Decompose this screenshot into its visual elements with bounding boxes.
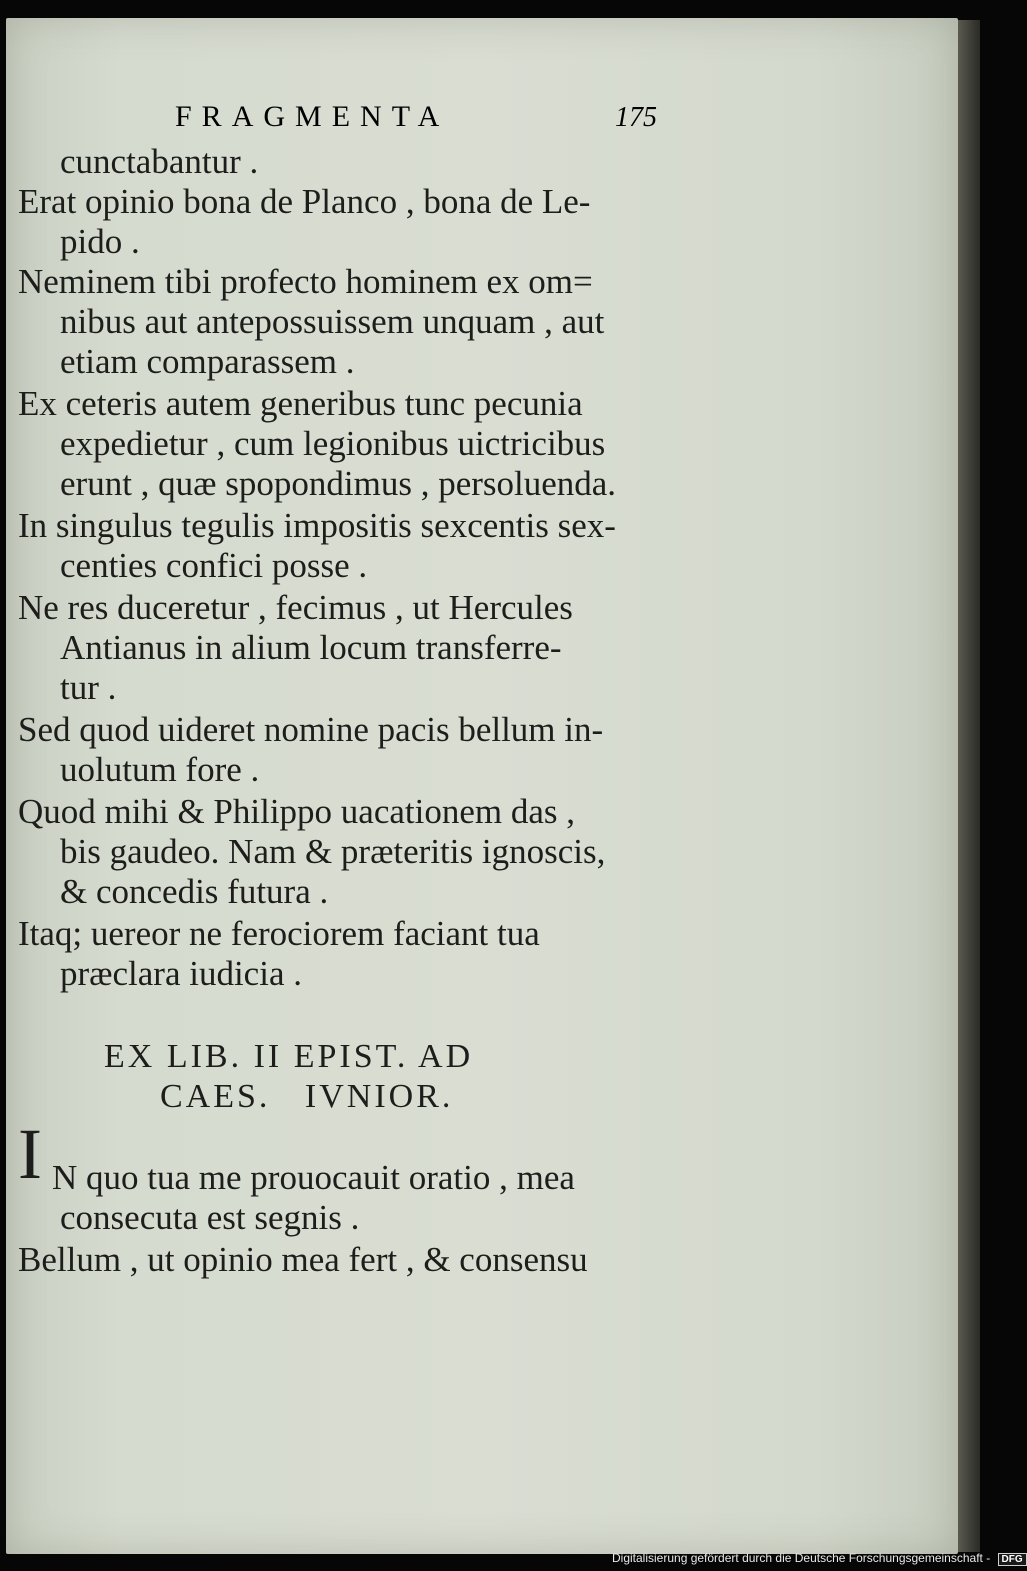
text-line: In singulus tegulis impositis sexcentis sex- xyxy=(18,506,616,545)
text-line: Itaq; uereor ne ferociorem faciant tua xyxy=(18,914,540,953)
section-heading-line-1: EX LIB. II EPIST. AD xyxy=(104,1038,474,1075)
text-line: Ex ceteris autem generibus tunc pecunia xyxy=(18,384,583,423)
section-heading-line-2: CAES. IVNIOR. xyxy=(160,1078,454,1115)
text-line: nibus aut antepossuissem unquam , aut xyxy=(60,302,605,341)
text-line: Ne res duceretur , fecimus , ut Hercules xyxy=(18,588,573,627)
text-line: & concedis futura . xyxy=(60,872,329,911)
text-line: pido . xyxy=(60,222,140,261)
text-line: Quod mihi & Philippo uacationem das , xyxy=(18,792,576,831)
text-line: erunt , quæ spopondimus , persoluenda. xyxy=(60,464,617,503)
running-header xyxy=(175,100,675,136)
text-line: expedietur , cum legionibus uictricibus xyxy=(60,424,606,463)
text-line: Bellum , ut opinio mea fert , & consensu xyxy=(18,1240,588,1279)
credit-text: Digitalisierung gefördert durch die Deutsche Forschungsgemeinschaft - xyxy=(612,1551,991,1565)
text-line: consecuta est segnis . xyxy=(60,1198,360,1237)
text-line: Sed quod uideret nomine pacis bellum in- xyxy=(18,710,604,749)
page-number: 175 xyxy=(615,102,657,133)
text-line: Antianus in alium locum transferre- xyxy=(60,628,562,667)
text-line: centies confici posse . xyxy=(60,546,368,585)
text-line: tur . xyxy=(60,668,117,707)
page-edge xyxy=(958,20,980,1552)
dfg-logo: DFG xyxy=(998,1553,1027,1566)
drop-cap: I xyxy=(18,1114,42,1194)
text-line: N quo tua me prouocauit oratio , mea xyxy=(52,1158,575,1197)
text-line: etiam comparassem . xyxy=(60,342,355,381)
digitization-credit xyxy=(612,1551,1027,1566)
text-line: Neminem tibi profecto hominem ex om= xyxy=(18,262,593,301)
text-line: præclara iudicia . xyxy=(60,954,302,993)
text-line: Erat opinio bona de Planco , bona de Le- xyxy=(18,182,591,221)
text-line: cunctabantur . xyxy=(60,142,259,181)
header-title: FRAGMENTA xyxy=(175,100,450,133)
text-line: uolutum fore . xyxy=(60,750,260,789)
text-line: bis gaudeo. Nam & præteritis ignoscis, xyxy=(60,832,606,871)
